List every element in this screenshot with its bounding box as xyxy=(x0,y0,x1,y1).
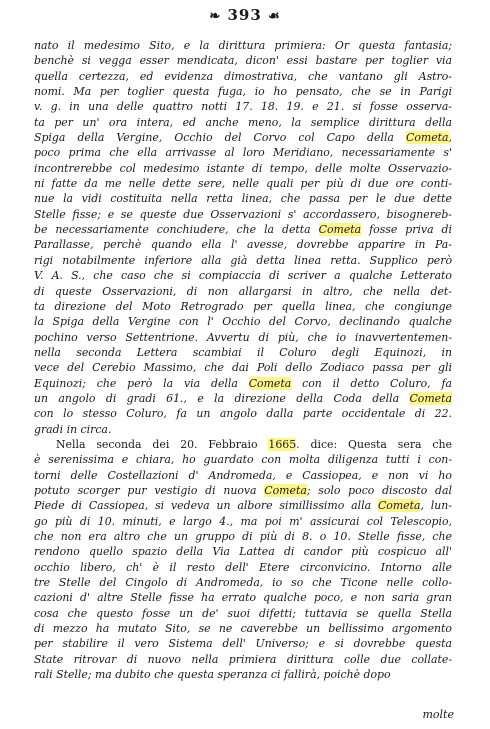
text-segment: Stelle fisse; e se queste due Osservazioni s' accordassero, bisognereb- xyxy=(34,207,452,221)
highlighted-word: Cometa xyxy=(264,483,307,497)
text-line xyxy=(34,544,452,559)
text-line xyxy=(34,652,452,667)
text-segment: , xyxy=(448,131,452,145)
text-segment: vece del Cerebio Massimo, che dai Poli dello Zodiaco passa per gli xyxy=(34,361,452,375)
text-line xyxy=(34,468,452,483)
text-line xyxy=(34,345,452,360)
text-segment: V. A. S., che caso che si compiaccia di scriver a qualche Letterato xyxy=(34,269,452,283)
text-line xyxy=(34,69,452,84)
highlighted-word: Cometa xyxy=(318,223,362,237)
text-segment: pochino verso Settentrione. Avvertu di più, che io inavvertentemen- xyxy=(34,330,452,344)
text-line xyxy=(34,391,452,406)
text-segment: Piede di Cassiopea, si vedeva un albore simillissimo alla xyxy=(34,499,378,513)
highlighted-word: Cometa xyxy=(377,499,421,513)
text-line xyxy=(34,145,452,160)
highlighted-word: Cometa xyxy=(409,391,452,405)
text-line xyxy=(34,636,452,651)
text-segment: nomi. Ma per toglier questa fuga, io ho pensato, che se in Parigi xyxy=(34,85,452,99)
text-segment: ni fatte da me nelle dette sere, nelle quali per più di due ore conti- xyxy=(34,177,452,191)
text-line xyxy=(34,268,452,283)
ornament-right-icon: ☙ xyxy=(268,9,281,24)
text-segment: fosse priva di xyxy=(361,223,452,237)
text-line xyxy=(34,38,452,53)
text-segment: . dice: Questa sera che xyxy=(296,437,452,451)
text-line xyxy=(34,314,452,329)
text-segment: rendono quello spazio della Via Lattea di candor più cospicuo all' xyxy=(34,545,452,559)
text-line xyxy=(34,437,452,452)
page-header xyxy=(0,6,490,32)
text-line xyxy=(34,161,452,176)
text-segment: ta direzione del Moto Retrogrado per quella linea, che congiunge xyxy=(34,299,452,313)
highlighted-word: Cometa xyxy=(406,131,449,145)
text-segment: nato il medesimo Sito, e la dirittura primiera: Or questa fantasia; xyxy=(34,39,452,52)
text-segment: rali Stelle; ma dubito che questa speranza ci fallirà, poichè dopo xyxy=(34,668,391,682)
text-line xyxy=(34,422,452,437)
text-line xyxy=(34,284,452,299)
text-segment: Nella seconda dei 20. Febbraio xyxy=(56,437,269,451)
text-segment: gradi in circa. xyxy=(34,422,112,436)
text-segment: che non era altro che un gruppo di più di 8. o 10. Stelle fisse, che xyxy=(34,530,452,543)
text-segment: poco prima che ella arrivasse al loro Meridiano, necessariamente s' xyxy=(34,146,452,160)
text-segment: potuto scorger pur vestigio di nuova xyxy=(34,483,265,497)
page-number: 393 xyxy=(227,6,262,24)
text-segment: di queste Osservazioni, di non allargarsi in altro, che nella det- xyxy=(34,284,452,298)
text-line xyxy=(34,84,452,99)
text-segment: per stabilire il vero Sistema dell' Universo; e si dovrebbe questa xyxy=(34,637,452,651)
text-segment: be necessariamente conchiudere, che la detta xyxy=(34,223,319,237)
text-line xyxy=(34,606,452,621)
text-line xyxy=(34,130,452,145)
text-segment: torni delle Costellazioni d' Andromeda, e Cassiopea, e non vi ho xyxy=(34,468,452,482)
highlighted-word: 1665 xyxy=(268,437,297,451)
text-segment: , lun- xyxy=(420,499,452,513)
text-line xyxy=(34,299,452,314)
text-segment: di mezzo ha mutato Sito, se ne caverebbe un bellissimo argomento xyxy=(34,622,452,636)
text-line xyxy=(34,253,452,268)
text-segment: Parallasse, perchè quando ella l' avesse, dovrebbe apparire in Pa- xyxy=(34,238,452,252)
text-segment: incontrerebbe col medesimo istante di tempo, delle molte Osservazio- xyxy=(34,161,452,175)
text-line xyxy=(34,406,452,421)
highlighted-word: Cometa xyxy=(248,376,292,390)
text-segment: nella seconda Lettera scambiai il Coluro degli Equinozi, in xyxy=(34,345,452,359)
body-text xyxy=(34,38,452,682)
ornament-left-icon: ❧ xyxy=(209,9,222,24)
text-segment: tre Stelle del Cingolo di Andromeda, io so che Ticone nelle collo- xyxy=(34,576,452,590)
text-line xyxy=(34,590,452,605)
text-line xyxy=(34,667,452,682)
text-line xyxy=(34,330,452,345)
text-line xyxy=(34,483,452,498)
text-line xyxy=(34,115,452,130)
text-segment: cazioni d' altre Stelle fisse ha errato qualche poco, e non saria gran xyxy=(34,591,452,605)
text-line xyxy=(34,222,452,237)
text-segment: go più di 10. minuti, e largo 4., ma poi m' assicurai col Telescopio, xyxy=(34,514,452,528)
text-segment: con lo stesso Coluro, fa un angolo dalla parte occidentale di 22. xyxy=(34,407,452,421)
text-line xyxy=(34,99,452,114)
text-line xyxy=(34,498,452,513)
text-segment: quella certezza, ed evidenza dimostrativa, che vantano gli Astro- xyxy=(34,69,452,83)
text-line xyxy=(34,376,452,391)
text-segment: rigi notabilmente inferiore alla già detta linea retta. Supplico però xyxy=(34,253,452,267)
text-segment: ta per un' ora intera, ed anche meno, la semplice dirittura della xyxy=(34,115,452,129)
text-segment: la Spiga della Vergine con l' Occhio del Corvo, declinando qualche xyxy=(34,315,452,329)
text-line xyxy=(34,53,452,68)
text-segment: benchè si vegga esser mendicata, dicon' essi bastare per toglier via xyxy=(34,54,452,68)
text-line xyxy=(34,575,452,590)
text-line xyxy=(34,176,452,191)
text-line xyxy=(34,560,452,575)
text-segment: ; solo poco discosto dal xyxy=(306,483,452,497)
text-line xyxy=(34,207,452,222)
text-segment: Spiga della Vergine, Occhio del Corvo col Capo della xyxy=(34,131,406,145)
text-segment: con il detto Coluro, fa xyxy=(291,376,452,390)
text-segment: è serenissima e chiara, ho guardato con molta diligenza tutti i con- xyxy=(34,453,452,467)
text-segment: cosa che questo fosse un de' suoi difetti; tuttavia se quella Stella xyxy=(34,606,452,620)
text-line xyxy=(34,452,452,467)
text-line xyxy=(34,360,452,375)
text-segment: v. g. in una delle quattro notti 17. 18. 19. e 21. si fosse osserva- xyxy=(34,100,452,114)
text-segment: Equinozi; che però la via della xyxy=(34,376,249,390)
text-line xyxy=(34,621,452,636)
text-line xyxy=(34,191,452,206)
text-segment: nue la vidi costituita nella retta linea, che passa per le due dette xyxy=(34,192,452,206)
text-line xyxy=(34,514,452,529)
text-segment: un angolo di gradi 61., e la direzione della Coda della xyxy=(34,391,410,405)
catchword: molte xyxy=(422,708,454,721)
text-line xyxy=(34,237,452,252)
text-segment: State ritrovar di nuovo nella primiera dirittura colle due collate- xyxy=(34,652,452,666)
text-segment: occhio libero, ch' è il resto dell' Etere circonvicino. Intorno alle xyxy=(34,560,452,574)
text-line xyxy=(34,529,452,544)
